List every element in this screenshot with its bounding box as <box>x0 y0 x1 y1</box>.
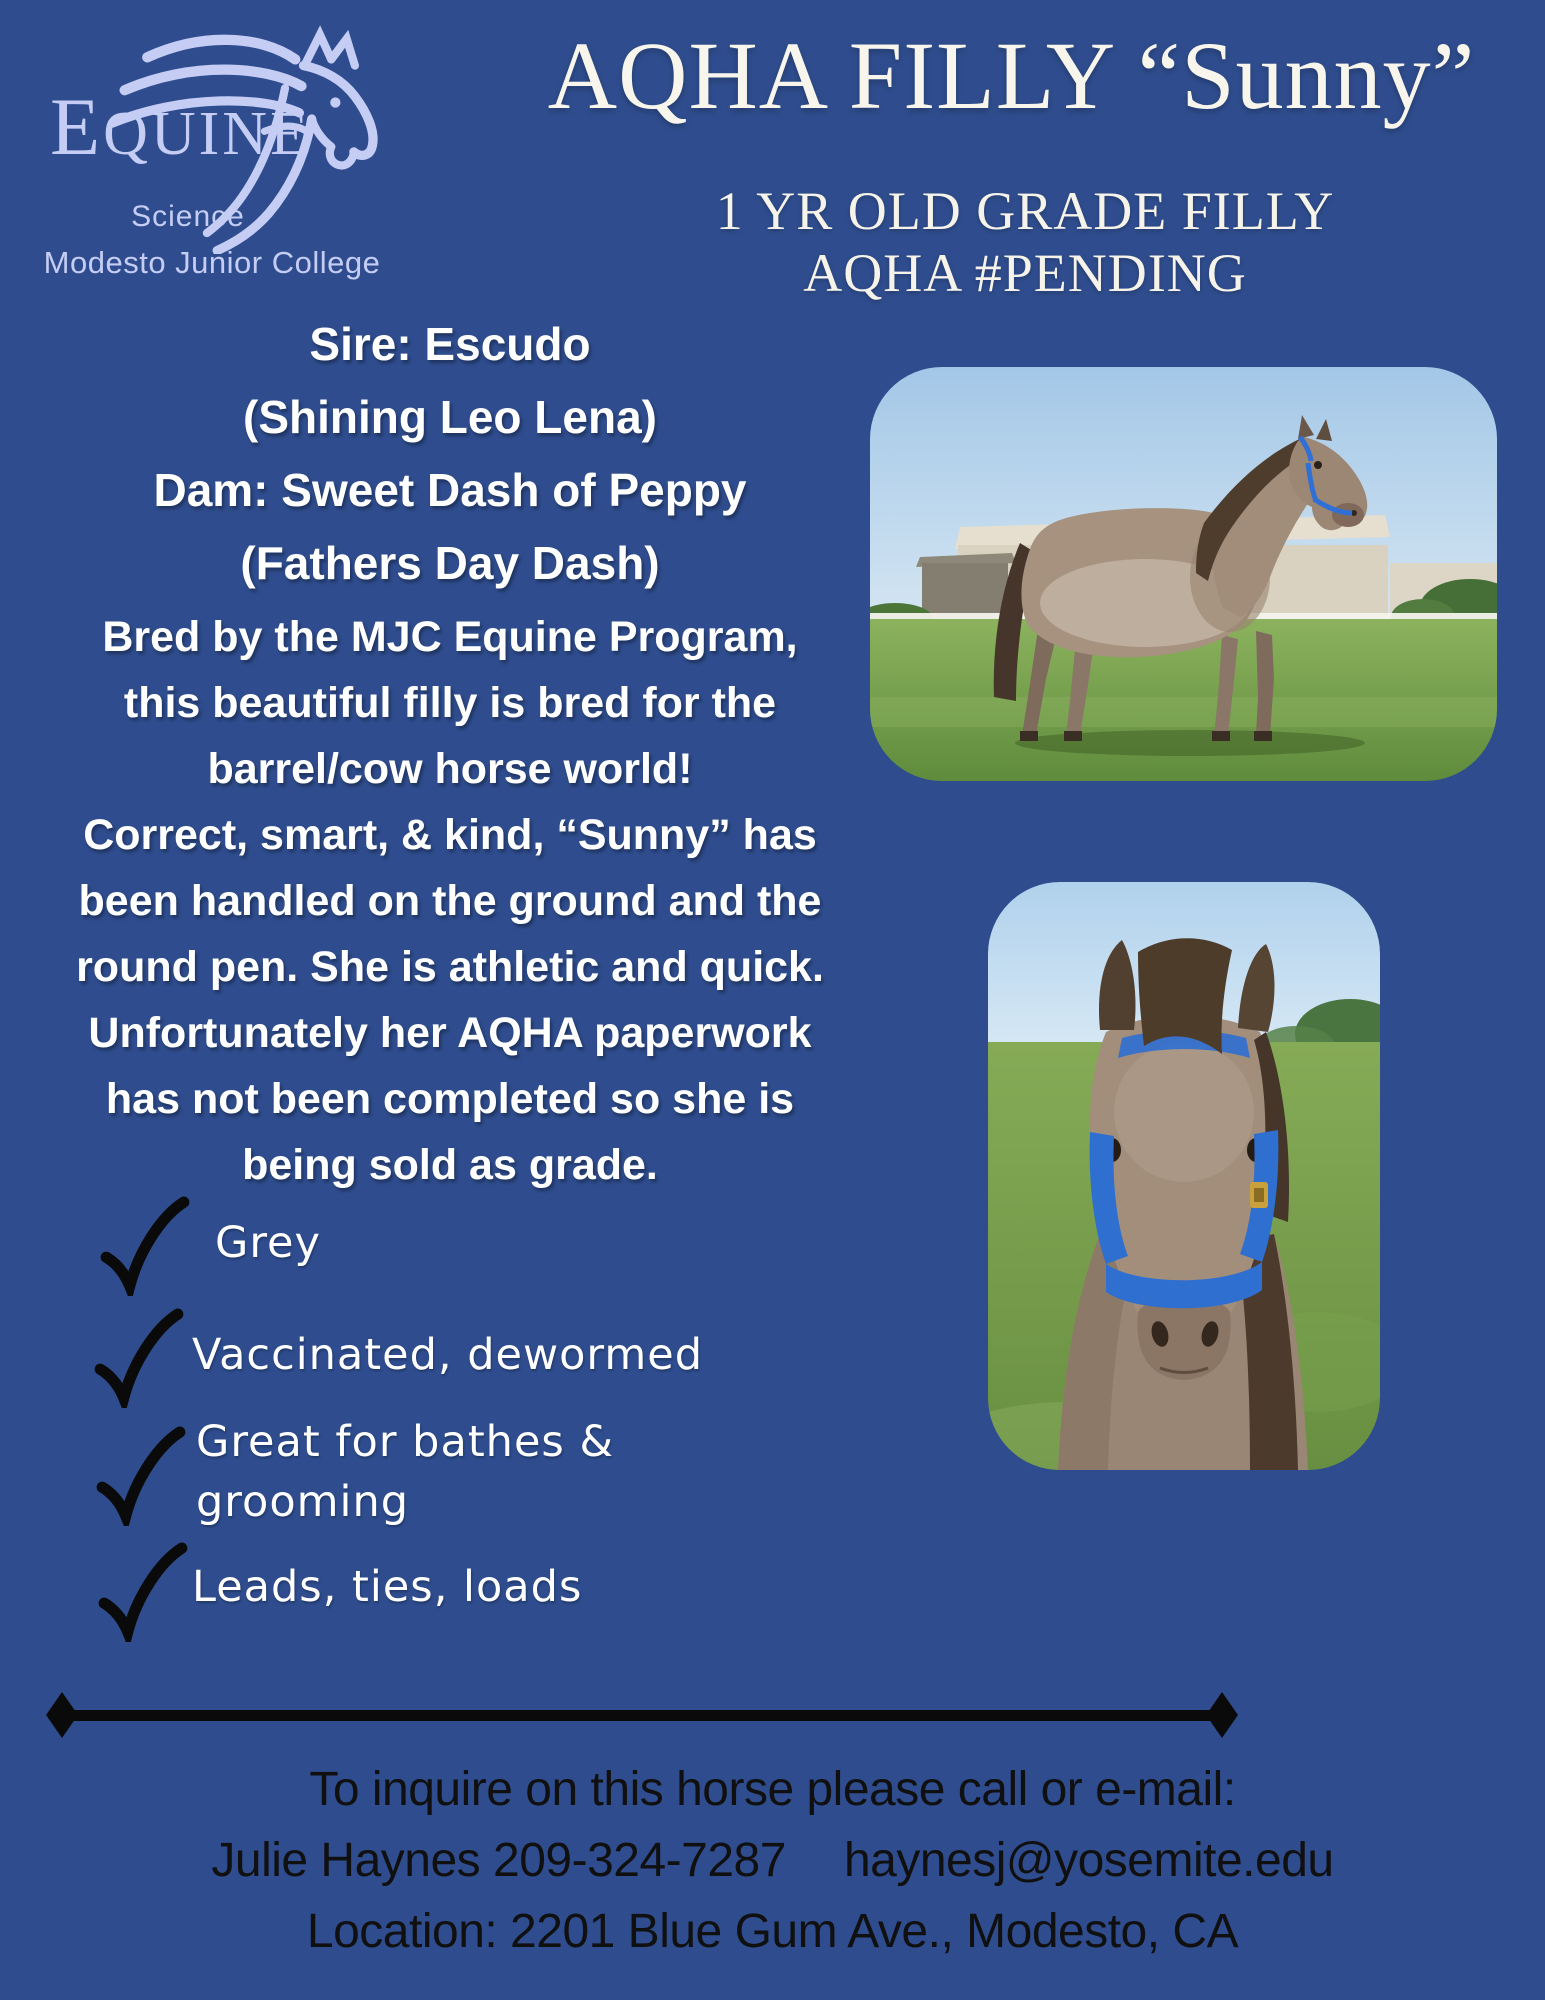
photo-horse-headshot <box>988 882 1380 1470</box>
logo-science-text: Science <box>131 200 245 233</box>
checklist-item-vaccinated: Vaccinated, dewormed <box>192 1330 703 1380</box>
logo-college-text: Modesto Junior College <box>43 245 381 280</box>
check-icon <box>94 1424 186 1526</box>
horse-pasture-illustration <box>870 367 1497 781</box>
contact-location: Location: 2201 Blue Gum Ave., Modesto, CA <box>306 1905 1239 1958</box>
description-line: barrel/cow horse world! <box>207 745 693 793</box>
divider <box>46 1692 1238 1738</box>
contact-line-2 <box>0 1825 1545 1896</box>
checklist-item-bathes-grooming: Great for bathes & grooming <box>196 1417 614 1527</box>
contact-intro: To inquire on this horse please call or e-mail: <box>309 1763 1236 1816</box>
logo-equine-text: EQUINE <box>50 81 311 172</box>
contact-name-phone: Julie Haynes 209-324-7287 <box>211 1834 786 1887</box>
description-line: Unfortunately her AQHA paperwork <box>88 1009 812 1057</box>
pedigree-line: (Shining Leo Lena) <box>243 391 657 443</box>
contact-email: haynesj@yosemite.edu <box>843 1834 1334 1887</box>
description-line: being sold as grade. <box>242 1141 658 1189</box>
subtitle-aqha: AQHA #PENDING <box>803 243 1247 303</box>
check-icon <box>96 1540 188 1642</box>
page-title: AQHA FILLY “Sunny” <box>547 22 1476 129</box>
checklist-item-grey: Grey <box>215 1218 321 1268</box>
description-line: been handled on the ground and the <box>78 877 822 925</box>
subtitle-age: 1 YR OLD GRADE FILLY <box>715 181 1335 241</box>
photo-horse-standing <box>870 367 1497 781</box>
description-line: has not been completed so she is <box>105 1075 795 1123</box>
contact-block <box>0 1754 1545 1967</box>
description-line: round pen. She is athletic and quick. <box>76 943 824 991</box>
description-line: Bred by the MJC Equine Program, <box>102 613 798 661</box>
checklist-item-leads: Leads, ties, loads <box>192 1562 583 1612</box>
check-icon <box>92 1306 184 1408</box>
check-icon <box>98 1194 190 1296</box>
divider-line <box>73 1710 1211 1721</box>
description-block <box>8 604 892 1198</box>
diamond-icon <box>46 1692 78 1738</box>
pedigree-line: (Fathers Day Dash) <box>240 537 660 589</box>
diamond-icon <box>1206 1692 1238 1738</box>
pedigree-block <box>10 308 890 600</box>
description-line: this beautiful filly is bred for the <box>123 679 777 727</box>
pedigree-line: Dam: Sweet Dash of Peppy <box>153 464 747 516</box>
pedigree-line: Sire: Escudo <box>309 318 591 370</box>
description-line: Correct, smart, & kind, “Sunny” has <box>83 811 817 859</box>
horse-headshot-illustration <box>988 882 1380 1470</box>
